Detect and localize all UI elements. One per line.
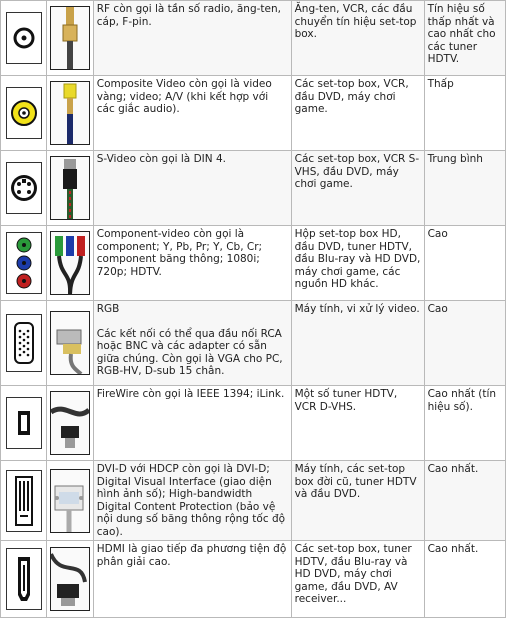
composite-rca-yellow-port-icon (6, 87, 42, 139)
quality-text: Trung bình (427, 153, 483, 165)
quality-text: Cao nhất. (427, 543, 479, 555)
vga-cable-photo (50, 311, 90, 375)
description-text: DVI-D với HDCP còn gọi là DVI-D; Digital Visual Interface (giao diện hình ảnh số); High-bandwidth Digital Content Protection (bảo vệ nội dung số băng thông rộng tốc độ cao). (96, 463, 286, 538)
description-text: Các kết nối có thể qua đầu nối RCA hoặc BNC và các adapter có sẵn giữa chúng. Còn gọi là VGA cho PC, RGB-HV, D-sub 15 chân. (96, 327, 283, 377)
quality-text: Thấp (427, 78, 454, 90)
description-text: Component-video còn gọi là component; Y, Pb, Pr; Y, Cb, Cr; component băng thông; 1080i; 720p; HDTV. (96, 228, 263, 278)
devices-text: Máy tính, các set-top box đời cũ, tuner HDTV và đầu DVD. (294, 463, 417, 500)
hdmi-cable-photo (50, 547, 90, 611)
table-row (1, 76, 506, 151)
table-row (1, 386, 506, 461)
devices-text: Các set-top box, tuner HDTV, đầu Blu-ray và HD DVD, máy chơi game, đầu DVD, AV receiver... (294, 543, 412, 605)
row-description (97, 78, 288, 116)
devices-text: Các set-top box, VCR, đầu DVD, máy chơi game. (294, 78, 409, 115)
row-description (97, 388, 288, 401)
description-text: RF còn gọi là tần số radio, ăng-ten, cáp, F-pin. (96, 3, 281, 28)
row-description (97, 153, 288, 166)
description-text: Composite Video còn gọi là video vàng; video; A/V (khi kết hợp với các giắc audio). (96, 78, 272, 115)
dvi-cable-photo (50, 469, 90, 533)
table-row (1, 151, 506, 226)
table-row (1, 1, 506, 76)
component-cable-photo (50, 231, 90, 295)
row-description (97, 3, 288, 28)
devices-text: Các set-top box, VCR S-VHS, đầu DVD, máy chơi game. (294, 153, 420, 190)
component-rgb-rca-ports-icon (6, 232, 42, 294)
devices-text: Một số tuner HDTV, VCR D-VHS. (294, 388, 398, 413)
devices-text: Ăng-ten, VCR, các đầu chuyển tín hiệu set-top box. (294, 3, 417, 40)
rf-cable-photo (50, 6, 90, 70)
hdmi-port-icon (6, 548, 42, 610)
description-text: FireWire còn gọi là IEEE 1394; iLink. (96, 388, 285, 400)
table-row (1, 461, 506, 541)
row-description (97, 463, 288, 538)
firewire-cable-photo (50, 391, 90, 455)
devices-text: Hộp set-top box HD, đầu DVD, tuner HDTV, đầu Blu-ray và HD DVD, máy chơi game, các nguồn HD khác. (294, 228, 421, 290)
quality-text: Cao nhất (tín hiệu số). (427, 388, 497, 413)
composite-cable-photo (50, 81, 90, 145)
table-row (1, 301, 506, 386)
description-text: S-Video còn gọi là DIN 4. (96, 153, 226, 165)
vga-dsub-port-icon (6, 314, 42, 372)
rf-coax-port-icon (6, 12, 42, 64)
description-text: HDMI là giao tiếp đa phương tiện độ phân giải cao. (96, 543, 287, 568)
quality-text: Cao (427, 303, 448, 315)
firewire-port-icon (6, 397, 42, 449)
quality-text: Cao (427, 228, 448, 240)
s-video-din4-port-icon (6, 162, 42, 214)
description-text: RGB (96, 303, 120, 315)
row-description (97, 303, 288, 378)
row-description (97, 228, 288, 278)
quality-text: Tín hiệu số thấp nhất và cao nhất cho các tuner HDTV. (427, 3, 496, 65)
table-row (1, 226, 506, 301)
devices-text: Máy tính, vi xử lý video. (294, 303, 420, 315)
s-video-cable-photo (50, 156, 90, 220)
row-description (97, 543, 288, 568)
quality-text: Cao nhất. (427, 463, 479, 475)
table-row (1, 541, 506, 618)
dvi-port-icon (6, 470, 42, 532)
